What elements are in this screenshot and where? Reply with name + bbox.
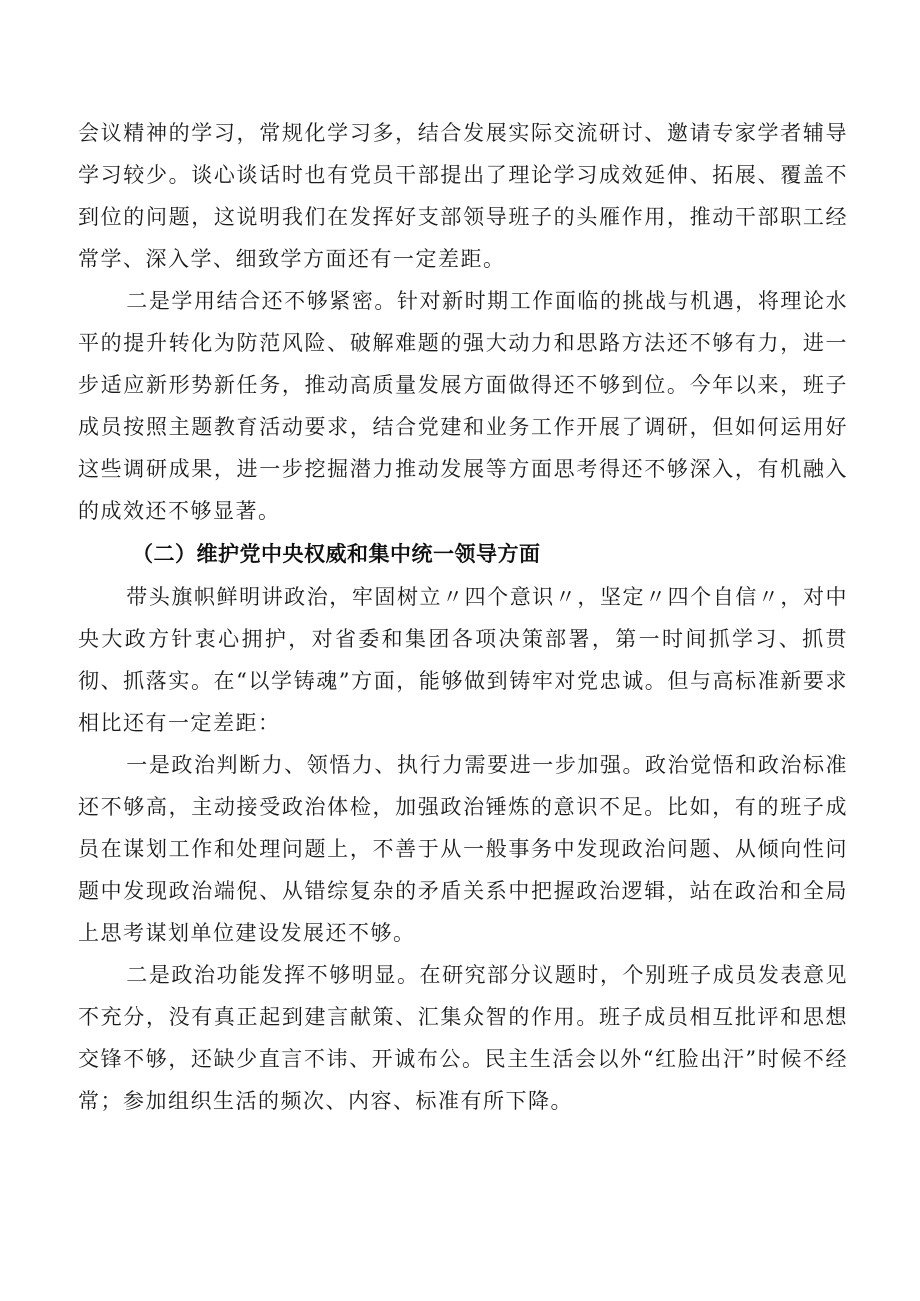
paragraph-political-judgment: 一是政治判断力、领悟力、执行力需要进一步加强。政治觉悟和政治标准还不够高，主动接受政治体检，加强政治锤炼的意识不足。比如，有的班子成员在谋划工作和处理问题上，不善于从一般事务中发现政治问题、从倾向性问题中发现政治端倪、从错综复杂的矛盾关系中把握政治逻辑，站在政治和全局上思考谋划单位建设发展还不够。	[78, 753, 848, 945]
paragraph-political-stance: 带头旗帜鲜明讲政治，牢固树立〃四个意识〃，坚定〃四个自信〃，对中央大政方针衷心拥护，对省委和集团各项决策部署，第一时间抓学习、抓贯彻、抓落实。在“以学铸魂”方面，能够做到铸牢对党忠诚。但与高标准新要求相比还有一定差距：	[78, 585, 848, 735]
section-heading: （二）维护党中央权威和集中统一领导方面	[132, 542, 541, 566]
paragraph-continuation: 会议精神的学习，常规化学习多，结合发展实际交流研讨、邀请专家学者辅导学习较少。谈心谈话时也有党员干部提出了理论学习成效延伸、拓展、覆盖不到位的问题，这说明我们在发挥好支部领导班子的头雁作用，推动干部职工经常学、深入学、细致学方面还有一定差距。	[78, 121, 848, 271]
paragraph-study-application: 二是学用结合还不够紧密。针对新时期工作面临的挑战与机遇，将理论水平的提升转化为防范风险、破解难题的强大动力和思路方法还不够有力，进一步适应新形势新任务，推动高质量发展方面做得还不够到位。今年以来，班子成员按照主题教育活动要求，结合党建和业务工作开展了调研，但如何运用好这些调研成果，进一步挖掘潜力推动发展等方面思考得还不够深入，有机融入的成效还不够显著。	[78, 289, 848, 523]
document-body	[78, 112, 848, 1122]
paragraph-political-function: 二是政治功能发挥不够明显。在研究部分议题时，个别班子成员发表意见不充分，没有真正起到建言献策、汇集众智的作用。班子成员相互批评和思想交锋不够，还缺少直言不讳、开诚布公。民主生活会以外“红脸出汗”时候不经常；参加组织生活的频次、内容、标准有所下降。	[78, 963, 848, 1113]
